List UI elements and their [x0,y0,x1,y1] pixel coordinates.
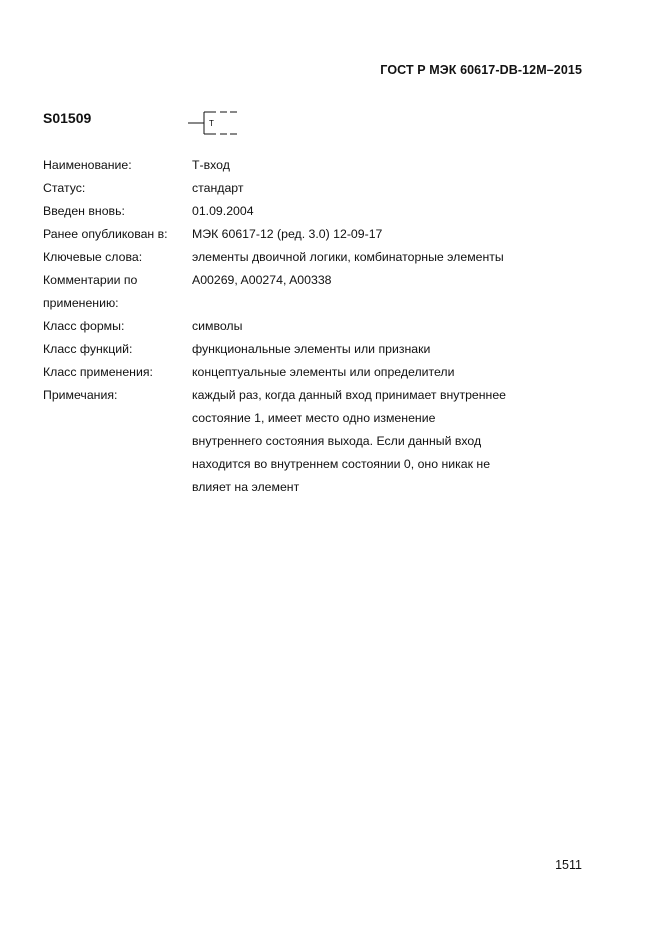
value-application-comments: A00269, A00274, A00338 [192,273,332,287]
label-application-class: Класс применения: [43,365,153,379]
page-number: 1511 [555,858,582,872]
row-name [43,154,583,177]
symbol-code: S01509 [43,110,92,126]
notes-line-3: внутреннего состояния выхода. Если данный вход [192,434,482,448]
label-previously-published: Ранее опубликован в: [43,227,168,241]
row-shape-class [43,315,583,338]
label-function-class: Класс функций: [43,342,133,356]
value-previously-published: МЭК 60617-12 (ред. 3.0) 12-09-17 [192,227,383,241]
row-notes [43,384,583,499]
value-status: стандарт [192,181,244,195]
label-name: Наименование: [43,158,132,172]
symbol-letter: T [209,119,214,128]
notes-line-2: состояние 1, имеет место одно изменение [192,411,436,425]
label-application-comments [43,269,192,315]
value-application-class: концептуальные элементы или определители [192,365,455,379]
label-keywords: Ключевые слова: [43,250,143,264]
row-introduced [43,200,583,223]
notes-line-1: каждый раз, когда данный вход принимает внутреннее [192,388,507,402]
label-application-comments-line-2: применению: [43,296,119,310]
row-function-class [43,338,583,361]
value-shape-class: символы [192,319,243,333]
t-input-symbol-icon [188,108,240,138]
row-application-comments [43,269,583,315]
attribute-table [43,154,583,499]
label-status: Статус: [43,181,86,195]
label-introduced: Введен вновь: [43,204,125,218]
notes-line-4: находится во внутреннем состоянии 0, оно никак не [192,457,491,471]
row-previously-published [43,223,583,246]
row-status [43,177,583,200]
notes-line-5: влияет на элемент [192,480,300,494]
value-name: Т-вход [192,158,230,172]
label-application-comments-line-1: Комментарии по [43,273,138,287]
label-notes: Примечания: [43,388,118,402]
value-function-class: функциональные элементы или признаки [192,342,431,356]
row-keywords [43,246,583,269]
label-shape-class: Класс формы: [43,319,125,333]
value-keywords: элементы двоичной логики, комбинаторные элементы [192,250,504,264]
row-application-class [43,361,583,384]
document-header: ГОСТ Р МЭК 60617-DB-12M–2015 [380,63,582,77]
value-introduced: 01.09.2004 [192,204,254,218]
value-notes [192,384,583,499]
